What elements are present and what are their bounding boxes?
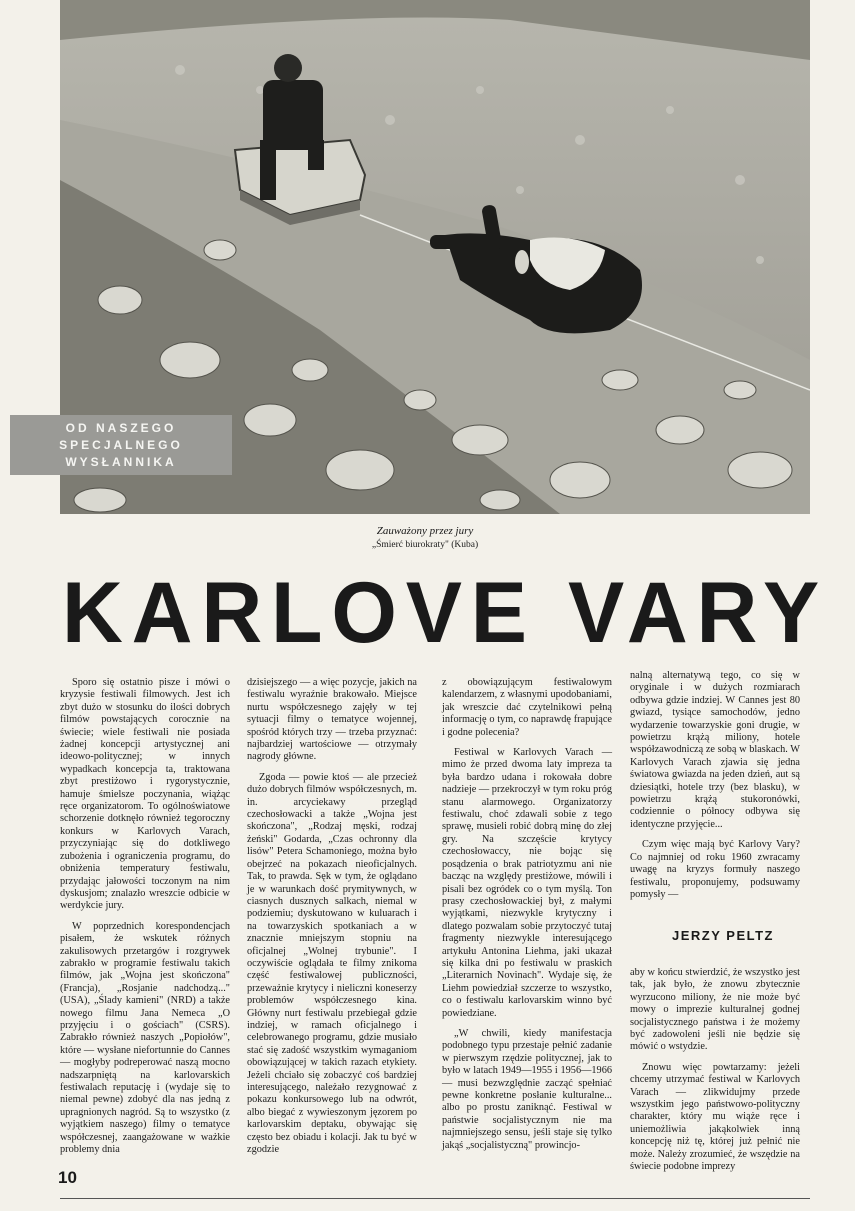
- text-column-3: [442, 677, 612, 1152]
- section-rubric: [10, 415, 232, 475]
- caption-line-2: „Śmierć biurokraty" (Kuba): [371, 540, 479, 550]
- photo-caption: [300, 524, 550, 552]
- author-byline: JERZY PELTZ: [672, 928, 774, 943]
- caption-line-1: Zauważony przez jury: [376, 525, 474, 537]
- paragraph: aby w końcu stwierdzić, że wszystko jest tak, jak było, że znowu zbytecznie wyrzucono miliony, że nie może być mowy o imprezie kulturalnej godnej socjalistycznego państwa i że możemy być zadowoleni jeśli nie będzie się mówić o wstydzie.: [630, 967, 800, 1053]
- bottom-rule: [60, 1198, 810, 1199]
- paragraph: W poprzednich korespondencjach pisałem, że wskutek różnych zakulisowych przetargów i rozgrywek zabrakło w programie festiwalu takich filmów, jak „Wojna jest skończona" (Francja), „Rosjanie nadchodzą..." (USA), „Ślady kamieni" (NRD) a także nowego filmu Jana Nemeca „O przyjęciu i o gościach" (CSRS). Zabrakło również naszych „Popiołów", które — wysłane niefortunnie do Cannes — mogłyby podreperować naszą mocno nadszarpniętą na karlovarskich festiwalach reputację i (wydaje się to niemal pewne) zdobyć dla nas jedną z upragnionych nagród. Są to wszystko (z wyjątkiem naszego) filmy o tematyce współczesnej, zaangażowane w ważkie problemy dnia: [60, 920, 230, 1156]
- rubric-line: SPECJALNEGO: [59, 438, 183, 452]
- article-headline: KARLOVE VARY: [62, 565, 829, 661]
- text-column-4-continued: [630, 967, 800, 1174]
- paragraph: dzisiejszego — a więc pozycje, jakich na festiwalu wyraźnie brakowało. Miejsce nurtu współczesnego zajęły w tej sytuacji filmy o tematyce wojennej, spośród których trzy — trzeba przyznać: najbardziej wartościowe — otrzymały nagrody główne.: [247, 677, 417, 763]
- text-column-2: [247, 677, 417, 1156]
- paragraph: Festiwal w Karlovych Varach — mimo że przed dwoma laty impreza ta była bardzo udana i rokowała dobre nadzieje — przekroczył w tym roku próg stanu alarmowego. Organizatorzy festiwalu, choć zdawali sobie z tego sprawę, musieli robić dobrą minę do złej gry. Na szczęście krytycy czechosłowaccy, nie bojąc się posądzenia o brak patriotyzmu ani nie bacząc na względy prestiżowe, mówili i pisali bez ogródek co o tym myślą. Ton prasy czechosłowackiej był, z małymi wyjątkami, niezwykle krytyczny i dlatego pozwalam sobie przytoczyć tutaj fragmenty niezwykle interesującego artykułu Antonina Liehma, jaki ukazał się kilka dni po festiwalu w praskich „Literarnich Novinach". Wydaje się, że Liehm powiedział szczerze to wszystko, co o festiwalu karlovarskim winno być powiedziane.: [442, 747, 612, 1019]
- paragraph: Zgoda — powie ktoś — ale przecież dużo dobrych filmów współczesnych, m. in. arcyciekawy przegląd czechosłowacki a także „Wojna jest skończona", „Rodzaj męski, rodzaj żeński" Godarda, „Czas ochronny dla lisów" Petera Schamoniego, można było obejrzeć na pokazach nieoficjalnych. Tak, to prawda. Sęk w tym, że oglądano je w warunkach dość prymitywnych, w ciasnych dusznych salkach, niemal w podziemiu; dyskutowano w kuluarach i na towarzyskich spotkaniach a w znacznie mniejszym stopniu na oficjalnej „Wolnej trybunie". I oczywiście oglądała te filmy znikoma część festiwalowej publiczności, przeważnie krytycy i nieliczni koneserzy problemów współczesnego kina. Główny nurt festiwalu przebiegał gdzie indziej, w ramach oficjalnego i celebrowanego programu, gdzie musiało stać się zadość wszystkim wymaganiom obowiązującej w takich razach etykiety. Jeżeli chciało się zobaczyć coś bardziej interesującego, należało rezygnować z pokazu konkursowego lub na odwrót, albo biegać z wywieszonym jęzorem po karlovarskim deptaku, obywając się często bez obiadu i kolacji. Jak tu być w zgodzie: [247, 771, 417, 1156]
- paragraph: nalną alternatywą tego, co się w oryginale i w dużych rozmiarach odbywa gdzie indziej. W Cannes jest 80 gwiazd, tysiące samochodów, jedno wydarzenie towarzyskie goni drugie, w powietrzu krążą miliony, hotele współzawodniczą ze sobą w blaskach. W Karlovych Varach zjawia się jedna światowa gwiazda na jeden dzień, aut są dziesiątki, hotele trzy (bez blasku), w powietrzu krążą stukoronówki, codziennie o północy odbywa się identyczne przyjęcie...: [630, 670, 800, 830]
- paragraph: Sporo się ostatnio pisze i mówi o kryzysie festiwali filmowych. Jest ich zbyt dużo w stosunku do ilości dobrych filmów powstających corocznie na świecie; wiele festiwali nie posiada żadnej koncepcji artystycznej ani ideowo-politycznej; w innych wypadkach koncepcja ta, traktowana zbyt prestiżowo i rygorystycznie, hamuje śmielsze poczynania, wiążąc ręce organizatorom. To ogólnoświatowe schorzenie dotknęło również tegoroczny konkurs w Karlovych Varach, przyczyniając się do dotkliwego zubożenia i ograniczenia programu, do obniżenia temperatury festiwalu, przydając jałowości toczonym na nim dyskusjom; znalazło wreszcie odbicie w werdykcie jury.: [60, 677, 230, 912]
- paragraph: z obowiązującym festiwalowym kalendarzem, z własnymi upodobaniami, jak wreszcie dać czytelnikowi pełną informację o tym, co naprawdę frapujące i godne polecenia?: [442, 677, 612, 738]
- text-column-4: [630, 670, 800, 901]
- paragraph: Czym więc mają być Karlovy Vary? Co najmniej od roku 1960 zwracamy uwagę na kryzys formuły naszego festiwalu, proponujemy, podsuwamy pomysły —: [630, 839, 800, 900]
- paragraph: „W chwili, kiedy manifestacja podobnego typu przestaje pełnić zadanie w pierwszym rzędzie politycznej, jak to było w latach 1949—1955 i 1956—1966 — musi bezwzględnie zacząć spełniać pewne konkretne posłanie kulturalne... albo po prostu zaniknąć. Festiwal w państwie socjalistycznym nie ma najmniejszego sensu, jeśli staje się tylko jakąś „socjalistyczną" prowincjo-: [442, 1027, 612, 1151]
- rubric-line: WYSŁANNIKA: [65, 455, 177, 469]
- paragraph: Znowu więc powtarzamy: jeżeli chcemy utrzymać festiwal w Karlovych Varach — zlikwidujmy przede wszystkim jego państwowo-polityczny charakter, który mu wiąże ręce i uniemożliwia jakąkolwiek inną koncepcję niż tę, której już pełnić nie może. Należy zrozumieć, że wszędzie na świecie podobne imprezy: [630, 1061, 800, 1173]
- page-number: 10: [58, 1168, 77, 1187]
- text-column-1: [60, 677, 230, 1156]
- rubric-line: OD NASZEGO: [65, 421, 177, 435]
